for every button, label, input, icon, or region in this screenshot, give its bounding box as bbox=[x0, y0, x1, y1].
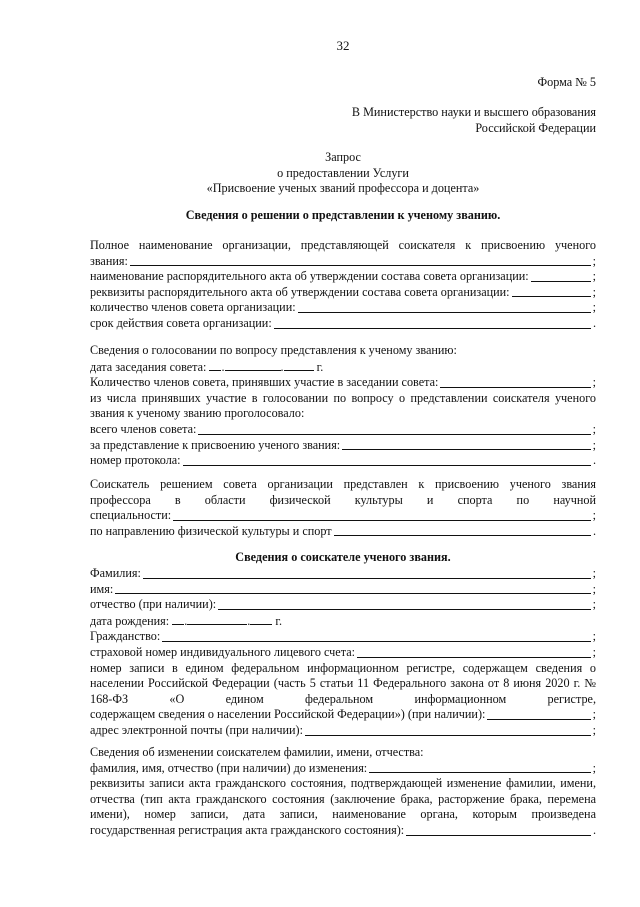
section-decision bbox=[90, 238, 596, 332]
speciality-label: специальности: bbox=[90, 508, 172, 523]
registry-field[interactable] bbox=[487, 718, 590, 720]
registry-row bbox=[90, 707, 596, 723]
patronymic-label: отчество (при наличии): bbox=[90, 597, 217, 612]
registry-text: номер записи в едином федеральном информационном регистре, содержащем сведения о населении Российской Федерации (часть 5 статьи 11 Федерального закона от 8 июня 2020 г. № 168-ФЗ «О едином федеральном информационном регистре, bbox=[90, 660, 596, 706]
punct: ; bbox=[592, 375, 596, 390]
record-field[interactable] bbox=[406, 834, 591, 836]
punct: ; bbox=[592, 722, 596, 737]
surname-label: Фамилия: bbox=[90, 566, 141, 580]
voting-intro: Сведения о голосовании по вопросу представления к ученому званию: bbox=[90, 343, 457, 357]
email-row bbox=[90, 723, 596, 739]
members-field[interactable] bbox=[298, 311, 591, 313]
nomination-text: Соискатель решением совета организации представлен к присвоению ученого звания профессора в области физической культуры и спорта по научной bbox=[90, 477, 596, 507]
section-nomination bbox=[90, 477, 596, 539]
punct: . bbox=[592, 822, 596, 837]
speciality-field[interactable] bbox=[173, 519, 591, 521]
meeting-date-suffix: г. bbox=[316, 359, 324, 374]
punct: ; bbox=[592, 508, 596, 523]
total-row bbox=[90, 422, 596, 438]
addressee-line-2: Российской Федерации bbox=[475, 120, 596, 135]
members-label: количество членов совета организации: bbox=[90, 300, 296, 315]
patronymic-field[interactable] bbox=[218, 608, 590, 610]
punct: ; bbox=[592, 581, 596, 596]
punct: ; bbox=[592, 566, 596, 580]
punct: ; bbox=[592, 284, 596, 299]
record-row bbox=[90, 823, 596, 839]
registry-label: содержащем сведения о населении Российской Федерации») (при наличии): bbox=[90, 707, 486, 722]
section-decision-heading: Сведения о решении о представлении к ученому званию. bbox=[185, 208, 501, 222]
for-row bbox=[90, 438, 596, 454]
direction-field[interactable] bbox=[334, 534, 591, 536]
direction-row bbox=[90, 524, 596, 540]
punct: ; bbox=[592, 300, 596, 315]
present-row bbox=[90, 375, 596, 391]
punct: ; bbox=[592, 707, 596, 722]
addressee bbox=[352, 105, 596, 136]
record-label: государственная регистрация акта гражданского состояния): bbox=[90, 822, 405, 837]
protocol-row bbox=[90, 453, 596, 469]
name-change-intro: Сведения об изменении соискателем фамилии, имени, отчества: bbox=[90, 745, 424, 759]
birth-date-suffix: г. bbox=[275, 613, 283, 628]
direction-label: по направлению физической культуры и спорт bbox=[90, 523, 332, 538]
title-line-2: о предоставлении Услуги bbox=[277, 165, 409, 180]
form-label: Форма № 5 bbox=[537, 75, 596, 89]
term-field[interactable] bbox=[274, 327, 591, 329]
former-name-row bbox=[90, 761, 596, 777]
section-name-change bbox=[90, 745, 596, 839]
birth-year-field[interactable] bbox=[250, 613, 272, 625]
surname-field[interactable] bbox=[143, 577, 591, 579]
total-label: всего членов совета: bbox=[90, 421, 197, 436]
punct: . bbox=[592, 453, 596, 468]
citizenship-label: Гражданство: bbox=[90, 629, 161, 644]
act-label: наименование распорядительного акта об утверждении состава совета организации: bbox=[90, 269, 529, 284]
section-applicant-heading: Сведения о соискателе ученого звания. bbox=[235, 550, 451, 564]
document-title bbox=[90, 150, 596, 197]
title-line-3: «Присвоение ученых званий профессора и доцента» bbox=[206, 181, 480, 196]
org-name-label: звания: bbox=[90, 253, 128, 268]
surname-row bbox=[90, 566, 596, 582]
act-req-label: реквизиты распорядительного акта об утверждении состава совета организации: bbox=[90, 284, 510, 299]
punct: ; bbox=[592, 629, 596, 644]
snils-row bbox=[90, 645, 596, 661]
punct: ; bbox=[592, 421, 596, 436]
name-row bbox=[90, 582, 596, 598]
meeting-day-field[interactable] bbox=[209, 359, 221, 371]
meeting-date-row: дата заседания совета: . . г. bbox=[90, 359, 324, 374]
term-label: срок действия совета организации: bbox=[90, 315, 272, 330]
section-voting bbox=[90, 343, 596, 469]
present-label: Количество членов совета, принявших участие в заседании совета: bbox=[90, 375, 439, 390]
birth-date-label: дата рождения: bbox=[90, 613, 170, 628]
name-field[interactable] bbox=[115, 592, 590, 594]
former-name-field[interactable] bbox=[369, 771, 590, 773]
section-applicant bbox=[90, 566, 596, 739]
email-label: адрес электронной почты (при наличии): bbox=[90, 722, 304, 737]
meeting-date-label: дата заседания совета: bbox=[90, 359, 207, 374]
page-number: 32 bbox=[336, 38, 350, 53]
org-name-row bbox=[90, 254, 596, 270]
punct: . bbox=[592, 315, 596, 330]
org-name-field[interactable] bbox=[130, 264, 591, 266]
act-field[interactable] bbox=[531, 280, 591, 282]
addressee-line-1: В Министерство науки и высшего образования bbox=[351, 105, 596, 119]
meeting-year-field[interactable] bbox=[284, 359, 314, 371]
punct: ; bbox=[592, 644, 596, 659]
org-name-text: Полное наименование организации, представляющей соискателя к присвоению ученого bbox=[90, 238, 596, 252]
former-name-label: фамилия, имя, отчество (при наличии) до изменения: bbox=[90, 760, 368, 775]
citizenship-row bbox=[90, 629, 596, 645]
snils-field[interactable] bbox=[357, 656, 591, 658]
birth-day-field[interactable] bbox=[172, 613, 184, 625]
meeting-month-field[interactable] bbox=[225, 359, 281, 371]
act-row bbox=[90, 269, 596, 285]
for-label: за представление к присвоению ученого звания: bbox=[90, 437, 341, 452]
record-text: реквизиты записи акта гражданского состояния, подтверждающей изменение фамилии, имени, отчества (тип акта гражданского состояния (заключение брака, расторжение брака, перемена имени), номер записи, дата записи, наименование органа, которым произведена bbox=[90, 776, 596, 822]
patronymic-row bbox=[90, 597, 596, 613]
punct: ; bbox=[592, 437, 596, 452]
punct: ; bbox=[592, 269, 596, 284]
speciality-row bbox=[90, 508, 596, 524]
act-req-row bbox=[90, 285, 596, 301]
present-field[interactable] bbox=[440, 386, 590, 388]
punct: ; bbox=[592, 597, 596, 612]
punct: ; bbox=[592, 760, 596, 775]
protocol-label: номер протокола: bbox=[90, 453, 181, 468]
name-label: имя: bbox=[90, 581, 114, 596]
punct: . bbox=[592, 523, 596, 538]
snils-label: страховой номер индивидуального лицевого счета: bbox=[90, 644, 355, 659]
term-row bbox=[90, 316, 596, 332]
for-field[interactable] bbox=[342, 448, 590, 450]
birth-date-row: дата рождения: . . г. bbox=[90, 613, 283, 628]
punct: ; bbox=[592, 253, 596, 268]
members-row bbox=[90, 300, 596, 316]
birth-month-field[interactable] bbox=[187, 613, 247, 625]
email-field[interactable] bbox=[305, 734, 591, 736]
citizenship-field[interactable] bbox=[162, 640, 590, 642]
total-field[interactable] bbox=[198, 433, 590, 435]
protocol-field[interactable] bbox=[183, 464, 591, 466]
voted-text: из числа принявших участие в голосовании по вопросу о представлении соискателя ученого звания к ученому званию проголосовало: bbox=[90, 390, 596, 421]
act-req-field[interactable] bbox=[512, 295, 591, 297]
title-line-1: Запрос bbox=[325, 150, 361, 164]
